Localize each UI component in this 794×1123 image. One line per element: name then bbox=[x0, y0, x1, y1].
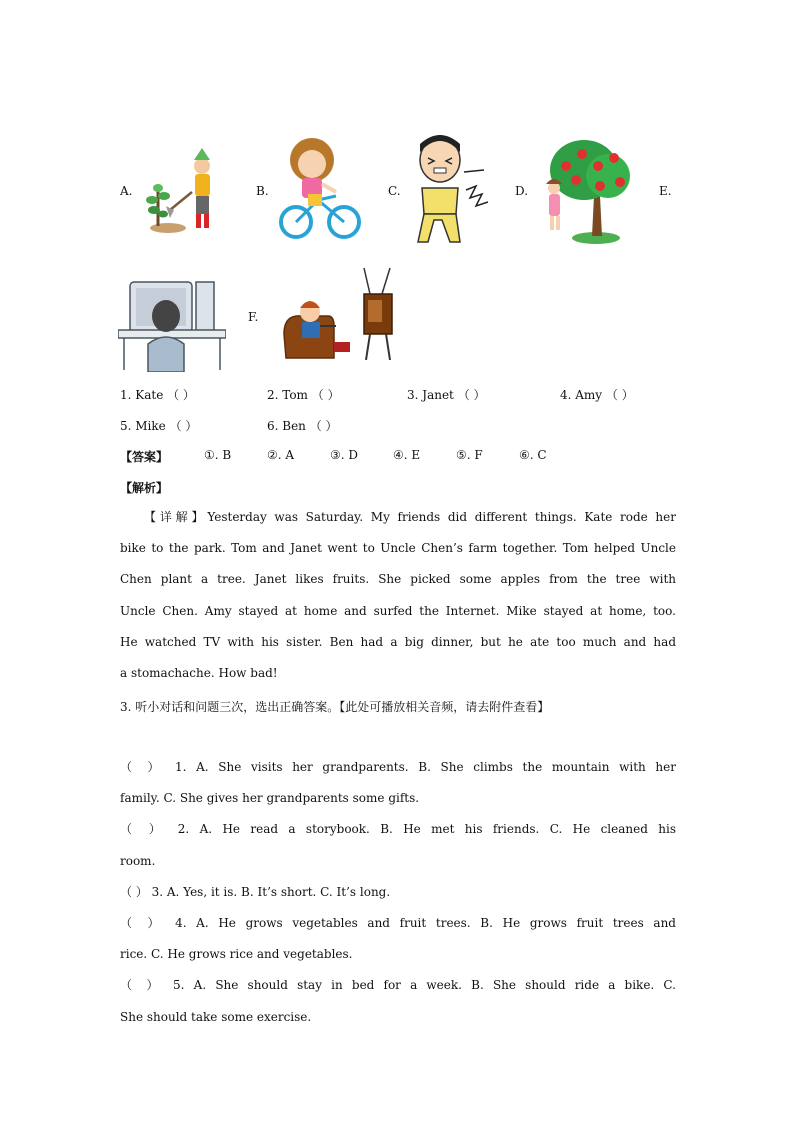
question-line: （ ） 5. A. She should stay in bed for a week. B. She should ride a bike. C. bbox=[120, 978, 676, 993]
analysis-line: 【详解】Yesterday was Saturday. My friends did different things. Kate rode her bbox=[144, 510, 676, 524]
section-3-questions bbox=[120, 752, 676, 1033]
section-3-heading: 3. 听小对话和问题三次，选出正确答案。【此处可播放相关音频，请去附件查看】 bbox=[120, 700, 550, 714]
boy-stomachache-icon bbox=[408, 130, 492, 248]
option-f-label: F. bbox=[248, 310, 259, 324]
match-tom: 2. Tom （ ） bbox=[267, 388, 340, 402]
option-b-label: B. bbox=[256, 184, 269, 198]
analysis-line: bike to the park. Tom and Janet went to Uncle Chen’s farm together. Tom helped Uncle bbox=[120, 541, 676, 556]
question-line: （ ） 1. A. She visits her grandparents. B. She climbs the mountain with her bbox=[120, 760, 676, 774]
match-janet: 3. Janet （ ） bbox=[407, 388, 486, 402]
analysis-line: a stomachache. How bad! bbox=[120, 666, 278, 681]
question-line: rice. C. He grows rice and vegetables. bbox=[120, 947, 353, 962]
analysis-paragraph bbox=[120, 502, 676, 689]
girl-picking-apples-icon bbox=[536, 136, 634, 246]
answer-item: ⑤. F bbox=[456, 448, 483, 462]
question-line: （ ） 3. A. Yes, it is. B. It’s short. C. It’s long. bbox=[120, 884, 391, 899]
answer-item: ⑥. C bbox=[519, 448, 547, 462]
answer-item: ④. E bbox=[393, 448, 421, 462]
analysis-line: Chen plant a tree. Janet likes fruits. She picked some apples from the tree with bbox=[120, 572, 676, 587]
option-e-label: E. bbox=[659, 184, 672, 198]
analysis-tag: 【解析】 bbox=[120, 481, 169, 495]
option-a-label: A. bbox=[120, 184, 133, 198]
answer-item: ①. B bbox=[204, 448, 232, 462]
boy-planting-tree-icon bbox=[140, 148, 225, 236]
answer-item: ②. A bbox=[267, 448, 295, 462]
question-line: family. C. She gives her grandparents some gifts. bbox=[120, 791, 420, 806]
match-mike: 5. Mike （ ） bbox=[120, 419, 198, 433]
analysis-line: He watched TV with his sister. Ben had a big dinner, but he ate too much and had bbox=[120, 634, 676, 649]
match-kate: 1. Kate （ ） bbox=[120, 388, 195, 402]
match-ben: 6. Ben （ ） bbox=[267, 419, 338, 433]
girl-riding-bike-icon bbox=[278, 136, 364, 242]
question-line: （ ） 2. A. He read a storybook. B. He met his friends. C. He cleaned his bbox=[120, 822, 676, 837]
question-line: （ ） 4. A. He grows vegetables and fruit trees. B. He grows fruit trees and bbox=[120, 916, 676, 931]
girl-at-computer-icon bbox=[118, 280, 226, 372]
answer-tag: 【答案】 bbox=[120, 450, 169, 464]
analysis-line: Uncle Chen. Amy stayed at home and surfed the Internet. Mike stayed at home, too. bbox=[120, 603, 676, 618]
question-line: She should take some exercise. bbox=[120, 1009, 312, 1024]
option-d-label: D. bbox=[515, 184, 529, 198]
option-c-label: C. bbox=[388, 184, 401, 198]
boy-watching-tv-icon bbox=[278, 264, 400, 362]
question-line: room. bbox=[120, 853, 156, 868]
match-amy: 4. Amy （ ） bbox=[560, 388, 634, 402]
answer-item: ③. D bbox=[330, 448, 359, 462]
